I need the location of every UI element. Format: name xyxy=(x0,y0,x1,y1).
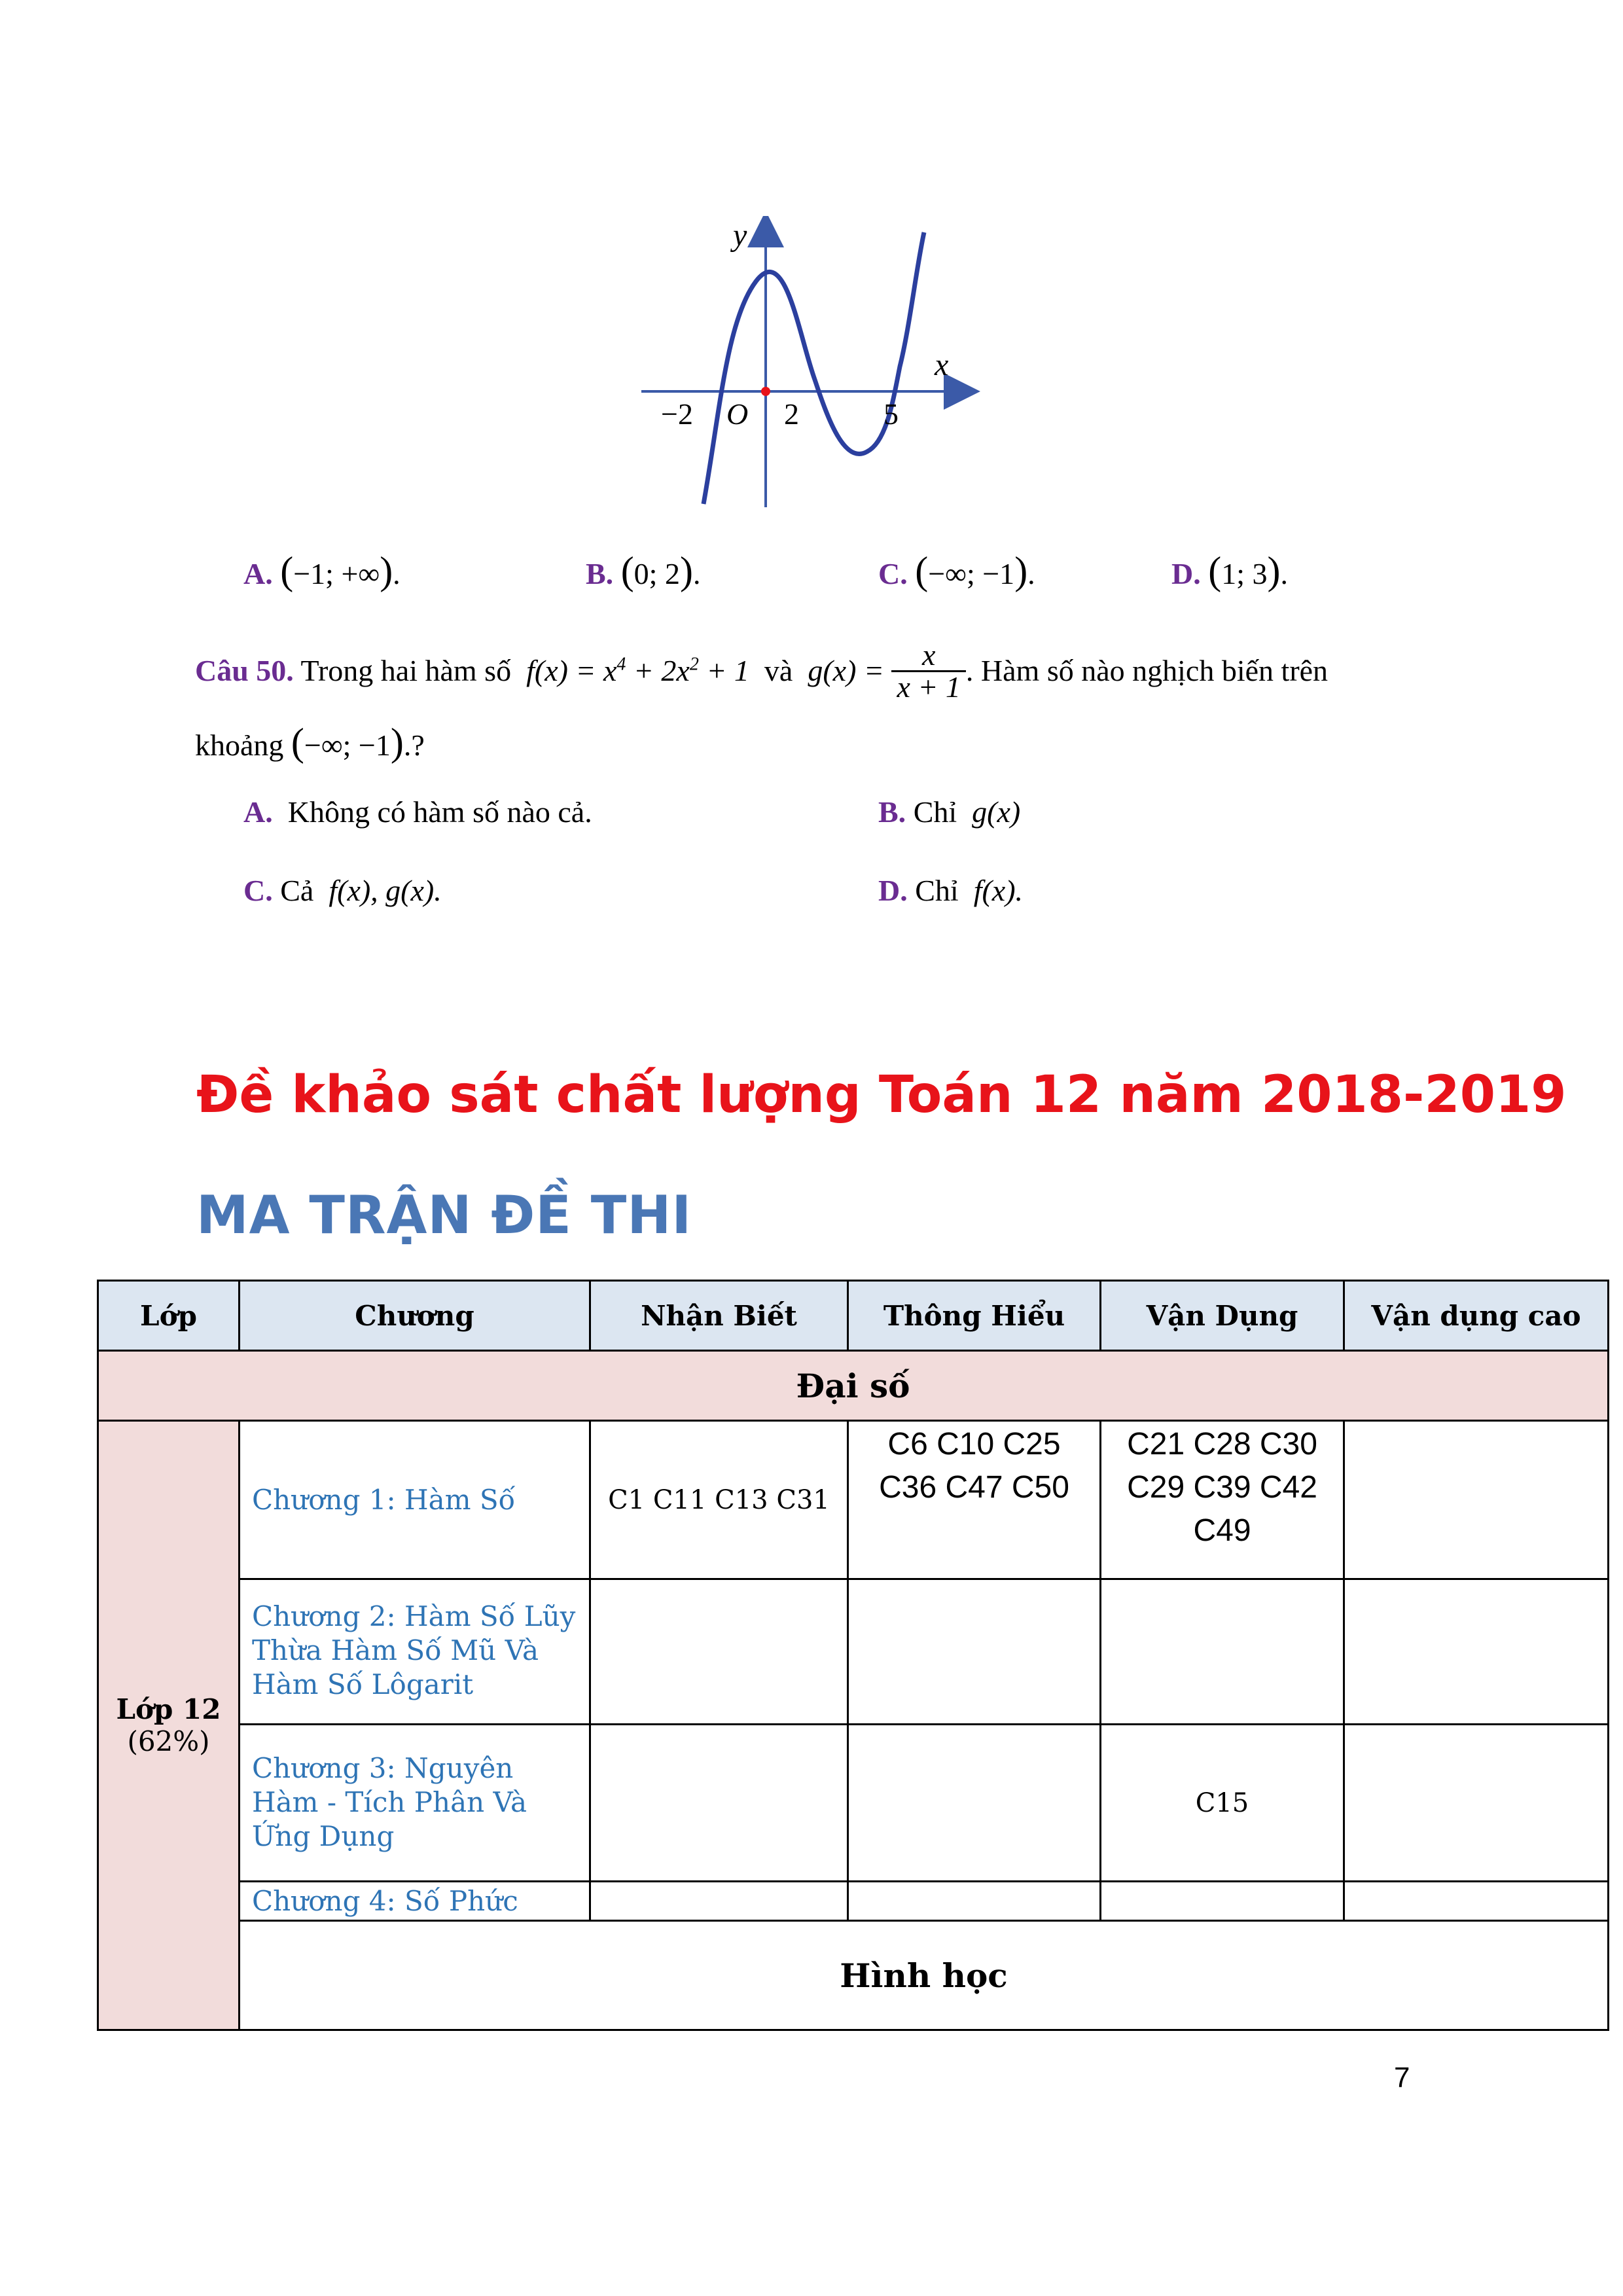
header-van-dung: Vận Dụng xyxy=(1101,1281,1344,1351)
option-label: C. xyxy=(878,557,908,590)
grade-cell xyxy=(98,1421,240,2030)
function-graph xyxy=(628,216,982,524)
chapter-cell: Chương 1: Hàm Số xyxy=(240,1421,590,1579)
g-fraction: $\frac{x}{x + 1}$ xyxy=(891,640,965,702)
q50-line-2: khoảng (−∞; −1).? xyxy=(195,721,425,764)
tick-label-5: 5 xyxy=(883,397,899,431)
option-label: D. xyxy=(878,874,908,907)
grade-label: Lớp 12 xyxy=(116,1693,221,1725)
thong-hieu-cell xyxy=(848,1725,1101,1882)
grade-percent: (62%) xyxy=(127,1725,210,1757)
thong-hieu-cell xyxy=(848,1882,1101,1921)
q50-line-1: Câu 50. Trong hai hàm số $f(x) = x^4 + 2x^2 + 1$ và g(x) = $\frac{x}{x + 1}$ . Hàm số nào nghịch biến trên xyxy=(195,638,1329,704)
x-axis-label: x xyxy=(935,348,949,382)
option-label: C. xyxy=(243,874,273,907)
header-thong-hieu: Thông Hiểu xyxy=(848,1281,1101,1351)
table-row xyxy=(98,1421,1609,1579)
option-content: 0; 2 xyxy=(633,557,680,590)
option-math: g(x) xyxy=(972,795,1021,829)
thong-hieu-cell xyxy=(848,1579,1101,1725)
nhan-biet-cell xyxy=(590,1725,848,1882)
option-text: Chỉ xyxy=(915,874,959,907)
option-label: A. xyxy=(243,557,273,590)
van-dung-cao-cell xyxy=(1344,1882,1609,1921)
section-geometry: Hình học xyxy=(240,1921,1609,2030)
exam-matrix-table xyxy=(97,1280,1609,2031)
page-number: 7 xyxy=(1394,2062,1410,2094)
nhan-biet-cell: C1 C11 C13 C31 xyxy=(590,1421,848,1579)
table-header-row xyxy=(98,1281,1609,1351)
section-algebra: Đại số xyxy=(98,1351,1609,1421)
question-text: Trong hai hàm số xyxy=(300,654,512,688)
option-text: Cả xyxy=(280,874,314,907)
matrix-title: MA TRẬN ĐỀ THI xyxy=(196,1185,692,1246)
section-row-algebra xyxy=(98,1351,1609,1421)
q50-option-a[interactable] xyxy=(243,795,592,829)
van-dung-cell: C21 C28 C30 C29 C39 C42 C49 xyxy=(1101,1421,1344,1579)
section-row-geometry xyxy=(98,1921,1609,2030)
origin-point xyxy=(761,387,770,396)
g-definition: g(x) = xyxy=(808,654,884,688)
nhan-biet-cell xyxy=(590,1882,848,1921)
tick-label-neg2: −2 xyxy=(661,397,693,431)
q49-option-c[interactable]: C. (−∞; −1). xyxy=(878,549,1035,592)
option-label: D. xyxy=(1171,557,1201,590)
option-text: Không có hàm số nào cả. xyxy=(287,795,592,829)
question-text-2: Hàm số nào nghịch biến trên xyxy=(980,654,1329,688)
van-dung-cell: C15 xyxy=(1101,1725,1344,1882)
f-definition: $f(x) = x^4 + 2x^2 + 1$ xyxy=(526,654,749,688)
table-row xyxy=(98,1579,1609,1725)
chapter-cell: Chương 3: Nguyên Hàm - Tích Phân Và Ứng Dụng xyxy=(240,1725,590,1882)
option-content: −∞; −1 xyxy=(928,557,1015,590)
q50-option-b[interactable] xyxy=(878,795,1020,829)
option-text: Chỉ xyxy=(913,795,957,829)
van-dung-cao-cell xyxy=(1344,1421,1609,1579)
chapter-cell: Chương 4: Số Phức xyxy=(240,1882,590,1921)
tick-label-2: 2 xyxy=(784,397,799,431)
interval: −∞; −1 xyxy=(304,728,391,762)
option-label: B. xyxy=(586,557,614,590)
table-row xyxy=(98,1725,1609,1882)
header-nhan-biet: Nhận Biết xyxy=(590,1281,848,1351)
option-content: −1; +∞ xyxy=(293,557,380,590)
function-curve xyxy=(704,232,924,504)
nhan-biet-cell xyxy=(590,1579,848,1725)
option-math: f(x). xyxy=(973,874,1024,907)
thong-hieu-cell: C6 C10 C25 C36 C47 C50 xyxy=(848,1421,1101,1579)
q50-option-c[interactable] xyxy=(243,873,442,908)
q49-option-d[interactable]: D. (1; 3). xyxy=(1171,549,1288,592)
table-row xyxy=(98,1882,1609,1921)
van-dung-cell xyxy=(1101,1579,1344,1725)
option-label: B. xyxy=(878,795,906,829)
option-content: 1; 3 xyxy=(1221,557,1268,590)
option-label: A. xyxy=(243,795,273,829)
q50-option-d[interactable] xyxy=(878,873,1023,908)
exam-title: Đề khảo sát chất lượng Toán 12 năm 2018-2019 xyxy=(196,1066,1567,1124)
question-label: Câu 50. xyxy=(195,654,294,688)
header-chuong: Chương xyxy=(240,1281,590,1351)
van-dung-cell xyxy=(1101,1882,1344,1921)
van-dung-cao-cell xyxy=(1344,1579,1609,1725)
header-lop: Lớp xyxy=(98,1281,240,1351)
q49-option-b[interactable]: B. (0; 2). xyxy=(586,549,701,592)
header-van-dung-cao: Vận dụng cao xyxy=(1344,1281,1609,1351)
origin-label: O xyxy=(726,397,749,431)
q49-option-a[interactable]: A. (−1; +∞). xyxy=(243,549,401,592)
option-math: f(x), g(x). xyxy=(329,874,442,907)
y-axis-label: y xyxy=(733,218,747,253)
van-dung-cao-cell xyxy=(1344,1725,1609,1882)
chapter-cell: Chương 2: Hàm Số Lũy Thừa Hàm Số Mũ Và Hàm Số Lôgarit xyxy=(240,1579,590,1725)
